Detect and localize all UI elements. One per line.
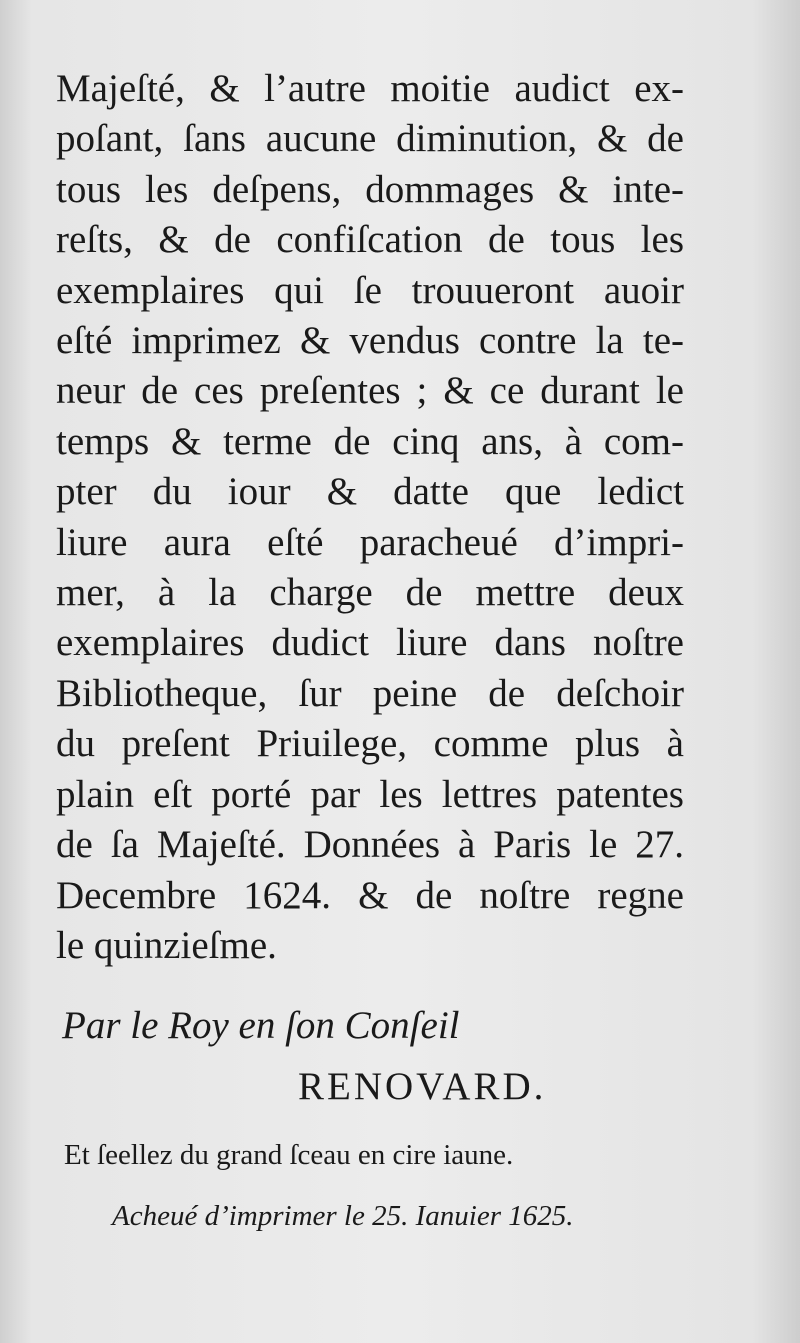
text-line: de ſa Majeſté. Données à Paris le 27. bbox=[56, 823, 684, 867]
text-line: neur de ces preſentes ; & ce durant le bbox=[56, 369, 684, 413]
privilege-text bbox=[56, 64, 684, 971]
colophon: Acheué d’imprimer le 25. Ianuier 1625. bbox=[112, 1200, 574, 1232]
text-line: liure aura eſté paracheué d’impri- bbox=[56, 520, 684, 564]
text-line: exemplaires dudict liure dans noſtre bbox=[56, 621, 684, 665]
text-line: Decembre 1624. & de noſtre regne bbox=[56, 873, 684, 917]
text-line: temps & terme de cinq ans, à com- bbox=[56, 419, 684, 463]
text-line: poſant, ſans aucune diminution, & de bbox=[56, 117, 684, 161]
text-line: le quinzieſme. bbox=[56, 923, 277, 967]
text-line: plain eſt porté par les lettres patentes bbox=[56, 772, 684, 816]
text-line: pter du iour & datte que ledict bbox=[56, 470, 684, 514]
text-line: eſté imprimez & vendus contre la te- bbox=[56, 319, 684, 363]
text-line: exemplaires qui ſe trouueront auoir bbox=[56, 268, 684, 312]
text-line: mer, à la charge de mettre deux bbox=[56, 571, 684, 615]
signature-line: Par le Roy en ſon Conſeil bbox=[62, 1004, 460, 1047]
signatory-name: RENOVARD. bbox=[298, 1065, 547, 1108]
text-line: Majeſté, & l’autre moitie audict ex- bbox=[56, 67, 684, 110]
text-line: du preſent Priuilege, comme plus à bbox=[56, 722, 684, 766]
text-line: reſts, & de confiſcation de tous les bbox=[56, 218, 684, 262]
text-line: Bibliotheque, ſur peine de deſchoir bbox=[56, 671, 684, 715]
seal-note: Et ſeellez du grand ſceau en cire iaune. bbox=[64, 1139, 514, 1171]
text-line: tous les deſpens, dommages & inte- bbox=[56, 167, 684, 211]
